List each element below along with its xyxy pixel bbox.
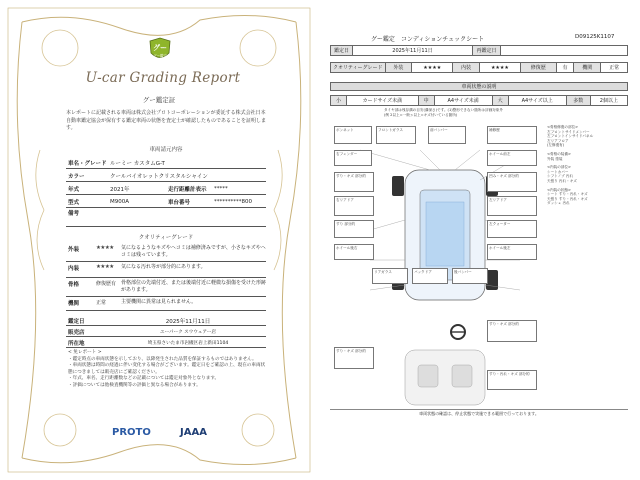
callout-left-rear-door (487, 196, 537, 216)
callout-right-quarter (334, 220, 374, 238)
legend-size: 大 (492, 96, 508, 106)
row-appraisal-date (66, 316, 266, 326)
row-value: クールバイオレットクリスタルシャイン (110, 173, 208, 180)
grade-row-engine (66, 299, 266, 311)
grade-label: 骨格 (68, 282, 80, 288)
report-title: U-car Grading Report (85, 70, 241, 86)
legend-note: タイヤ部は残存溝の目安(溝深さ)です。(1)整形できない箇所は評価対象外 (384, 108, 503, 112)
frame-interior-legend (547, 125, 627, 206)
row-value: 2021年 (110, 186, 130, 193)
svg-text:グー: グー (153, 44, 167, 52)
callout-rear-glass (372, 268, 408, 284)
row-value: ルーミー カスタムG-T (110, 160, 165, 167)
header-date-table (330, 45, 628, 56)
legend-item: 天張り すり・汚れ・キズ (547, 196, 588, 201)
note-item: ・車両状態は時間の経過に伴い変化する場合がございます。鑑定日をご確認の上、現在の車両状態につきましては販売店にご確認ください。 (68, 363, 266, 375)
callout-right-fender (334, 150, 372, 166)
callout-label: 前バンパー (430, 128, 448, 132)
legend-item: (左修復有) (547, 143, 565, 148)
grade-description: 気になるようなキズやヘコミは補修済みですが、小さなキズやヘコミは残っています。 (121, 245, 266, 258)
callout-label: バックドア (414, 270, 432, 274)
legend-item: 外装 塗装 (547, 156, 563, 161)
row-model (66, 196, 266, 208)
grade-description: 骨格部位の先端付近、または後端付近に軽微な損傷を受けた形跡があります。 (121, 280, 267, 293)
row-value: **********800 (214, 198, 252, 205)
callout-label: すり・キズ 部分的 (489, 322, 519, 326)
row-label: 販売店 (68, 329, 85, 336)
callout-front-bumper (428, 126, 466, 144)
row-label: 所在地 (68, 340, 85, 347)
legend-item: ダッシュ 汚れ (547, 201, 570, 206)
sheet-title: グー鑑定 コンディションチェックシート (370, 36, 485, 43)
callout-label: ホイール後右 (336, 246, 358, 250)
row-color (66, 170, 266, 182)
grade-row-exterior (66, 245, 266, 262)
legend-item: シートカバー (547, 169, 569, 174)
grade-description: 気になる汚れ等が部分的にあります。 (121, 264, 206, 270)
legend-size-desc: カードサイズ未満 (347, 96, 419, 106)
interior-value: ★★★★ (479, 63, 520, 73)
callout-windshield (376, 126, 416, 144)
callout-label: すり・キズ 部分的 (336, 174, 366, 178)
engine-label: 機関 (574, 63, 601, 73)
callout-label: すり 部分的 (336, 222, 356, 226)
grade-stars: ★★★★ (96, 264, 114, 270)
legend-item: 天張り 汚れ・キズ (547, 178, 577, 183)
row-label: 車名・グレード (68, 160, 107, 167)
section-title: 車両状態の説明 (330, 82, 628, 91)
legend-note-2: (例 2以上=一般ヵ以上=キズ付いている箇所) (384, 113, 458, 117)
callout-label: 左リアドア (489, 198, 507, 202)
callout-label: 凹み・キズ 部分的 (489, 174, 519, 178)
grade-row-frame (66, 280, 266, 297)
goo-kantei-logo (148, 37, 172, 63)
note-item: ・年式、車名、走行距離数などの記載については鑑定対象外となります。 (68, 376, 220, 382)
callout-front-left-wheel (487, 150, 537, 166)
grade-value: 正常 (96, 300, 107, 306)
certificate-intro: 本レポートに記載される車両は株式会社プロトコーポレーションが委託する株式会社日本自動車鑑定協会が保有する鑑定車両の状態を査定士が確認したものであることを証明します。 (66, 110, 267, 132)
callout-hood (334, 126, 372, 144)
row-label: 型式 (68, 199, 80, 206)
legend-size: 中 (418, 96, 434, 106)
callout-right-front-door (334, 172, 374, 192)
callout-label: 左クォーター (489, 222, 511, 226)
callout-repair (487, 126, 537, 144)
legend-item: 左リアフロア (547, 138, 569, 143)
legend-item: シート すり・汚れ・キズ (547, 192, 588, 197)
grade-label: クオリティーグレード (331, 63, 386, 73)
grade-stars: ★★★★ (96, 245, 114, 251)
sheet-id: D09125K1107 (575, 34, 615, 40)
grade-description: 主要機関に異常は見られません。 (121, 299, 197, 305)
size-legend-table (330, 95, 628, 106)
grading-certificate (0, 0, 318, 480)
grade-label: 内装 (68, 266, 80, 272)
row-dealer (66, 327, 266, 337)
callout-rear-left-wheel (487, 244, 537, 260)
row-year (66, 183, 266, 195)
notes-title: < 免レポート > (68, 350, 102, 355)
repair-label: 修復歴 (520, 63, 556, 73)
interior-label: 内装 (453, 63, 480, 73)
callout-label: すり・キズ 部分的 (336, 349, 366, 353)
callout-label: 補修歴 (489, 128, 500, 132)
legend-item: 左フロントサイドメンバー (547, 129, 590, 134)
callout-label: リアガラス (374, 270, 392, 274)
quality-section-title: クオリティーグレード (138, 235, 194, 241)
callout-label: 右リアドア (336, 198, 354, 202)
row-car-name (66, 157, 266, 169)
bottom-note: 車両状態の確認は、停止状態で実施できる範囲で行っております。 (330, 409, 628, 417)
legend-size-desc: A4サイズ以上 (508, 96, 566, 106)
logo-caption: グー鑑定 (153, 54, 167, 58)
callout-left-quarter (487, 220, 537, 238)
engine-value: 正常 (601, 63, 628, 73)
grade-label: 機関 (68, 301, 80, 307)
callout-rear-right-wheel (334, 244, 374, 260)
row-location (66, 338, 266, 348)
vehicle-section-title: 車両請元内容 (149, 147, 183, 153)
legend-item: <骨格修復の部位> (547, 125, 579, 129)
grade-value: 修復歴有 (96, 281, 117, 287)
row-value: M900A (110, 198, 130, 205)
legend-size-desc: A4サイズ未満 (434, 96, 492, 106)
disclaimer-notes (68, 350, 268, 390)
jaaa-logo: JAAA (180, 427, 207, 438)
certificate-subtitle: グー鑑定証 (142, 96, 176, 104)
legend-count-desc: 2個以上 (590, 96, 627, 106)
callout-back-door (412, 268, 448, 284)
callout-label: すり・汚れ・キズ 部分的 (489, 372, 530, 376)
callout-label: ホイール後左 (489, 246, 511, 250)
date-label: 鑑定日 (331, 46, 353, 56)
row-label: 備考 (68, 211, 80, 217)
callout-right-rear-door (334, 196, 374, 216)
note-item: ・鑑定時点の車両状態を示しており、以降発生された品質を保証するものではありません。 (68, 356, 257, 362)
row-label: 鑑定日 (68, 318, 85, 325)
row-label: 年式 (68, 186, 80, 193)
exterior-label: 外装 (385, 63, 412, 73)
row-value: 埼玉県さいたま市岩槻区岩上新田1104 (147, 340, 229, 346)
legend-item: <内装の部位> (547, 165, 571, 170)
callout-interior-front (334, 347, 374, 369)
date-value: 2025年11月11日 (353, 46, 473, 56)
callout-left-front-door (487, 172, 537, 192)
reinspection-value (501, 46, 628, 56)
row-label: 走行距離計表示 (168, 186, 207, 193)
legend-item: <内装の状態> (547, 187, 571, 192)
row-value: ユーパーク スウウェアー店 (159, 329, 217, 335)
grade-label: 外装 (68, 247, 80, 253)
reinspection-label: 再鑑定日 (473, 46, 501, 56)
callout-label: フロントガラス (378, 128, 403, 132)
legend-count: 多数 (566, 96, 590, 106)
header-grade-table (330, 62, 628, 73)
note-item: ・評価については他検査機関等の評価と異なる場合があります。 (68, 382, 201, 388)
row-remarks (66, 209, 266, 227)
grade-row-interior (66, 264, 266, 278)
callout-interior-rear (487, 370, 537, 390)
exterior-value: ★★★★ (412, 63, 453, 73)
callout-label: 右フェンダー (336, 152, 358, 156)
legend-size: 小 (331, 96, 347, 106)
callout-interior-seat (487, 320, 537, 342)
proto-logo: PROTO (112, 427, 151, 438)
row-value: 2025年11月11日 (165, 318, 211, 325)
row-label: 車台番号 (168, 199, 191, 206)
legend-item: 左フロントインサイドパネル (547, 134, 594, 139)
legend-item: シフトノブ 汚れ (547, 174, 574, 179)
row-label: カラー (68, 173, 85, 180)
repair-value: 有 (556, 63, 574, 73)
row-value: ***** (214, 185, 228, 192)
callout-rear-bumper (452, 268, 488, 284)
callout-label: ボンネット (336, 128, 354, 132)
callout-label: 後バンパー (454, 270, 472, 274)
legend-item: <骨格の装備> (547, 151, 571, 156)
callout-label: ホイール前左 (489, 152, 511, 156)
